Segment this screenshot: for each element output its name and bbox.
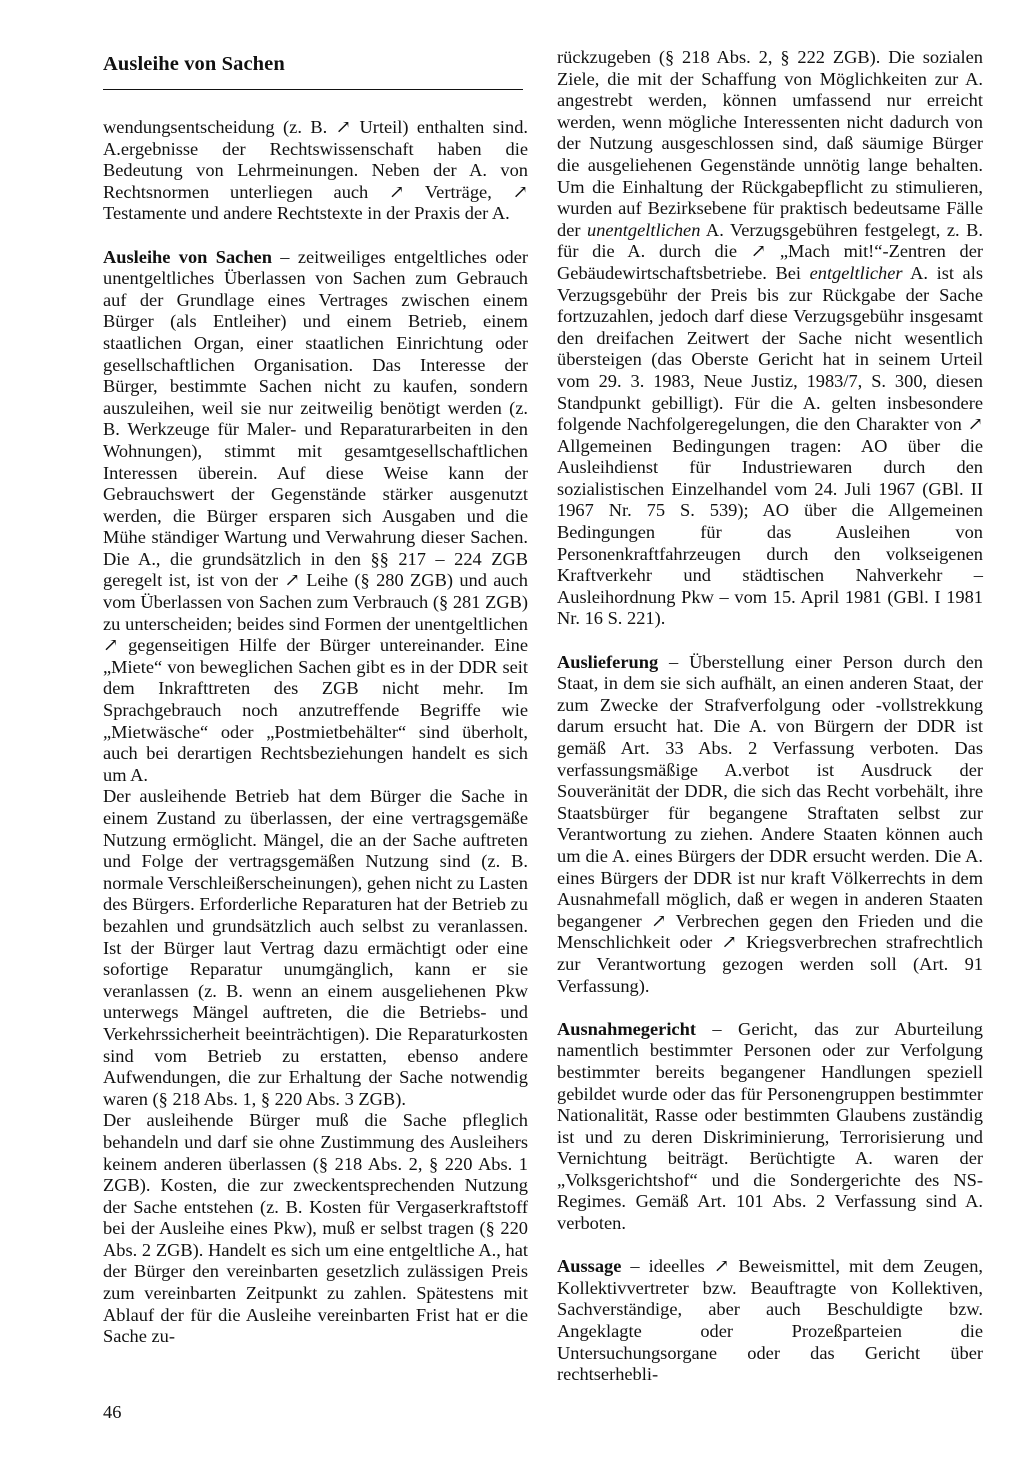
italic-term: entgeltlicher: [809, 262, 903, 283]
entry-text: – Gericht, das zur Aburteilung namentlich bestimmter Personen oder zur Verfolgung bestimmter bereits begangener Handlungen speziell gebildet wurde oder das für Personengruppen bestimmter Nationalität, Rasse oder bestimmten Glaubens zuständig ist und zu deren Diskriminierung, Terrorisierung und Vernichtung beiträgt. Berüchtigte A. waren der „Volksgerichtshof“ und die Sondergerichte des NS-Regimes. Gemäß Art. 101 Abs. 2 Verfassung sind A. verboten.: [557, 1018, 983, 1234]
text-run: rückzugeben (§ 218 Abs. 2, § 222 ZGB). Die sozialen Ziele, die mit der Schaffung von Möglichkeiten zur A. angestrebt werden, können umfassend nur erreicht werden, wenn mögliche Interessenten nicht dadurch von der Nutzung ausgeschlossen sind, daß säumige Bürger die ausgeliehenen Gegenstände unnötig lange behalten. Um die Einhaltung der Rückgabepflicht zu stimulieren, wurden auf Bezirksebene für praktisch bedeutsame Fälle der: [557, 47, 983, 240]
entry-ausnahmegericht: [557, 1019, 983, 1235]
entry-auslieferung: [557, 652, 983, 998]
entry-term: Ausleihe von Sachen: [103, 246, 272, 267]
text-run: A. ist als Verzugsgebühr der Preis bis zur Rückgabe der Sache fortzuzahlen, jedoch darf diese Verzugsgebühr insgesamt den dreifachen Zeitwert der Sache nicht wesentlich übersteigen (das Oberste Gericht hat in seinem Urteil vom 29. 3. 1983, Neue Justiz, 1983/7, S. 300, diesen Standpunkt gebilligt). Für die A. gelten insbesondere folgende Nachfolgeregelungen, die den Charakter von ↗ Allgemeinen Bedingungen tragen: AO über die Ausleihdienst für Industriewaren durch den sozialistischen Einzelhandel vom 24. Juli 1967 (GBl. II 1967 Nr. 75 S. 539); AO über die Allgemeinen Bedingungen für das Ausleihen von Personenkraftfahrzeugen durch den volkseigenen Kraftverkehr und städtischen Nahverkehr – Ausleihordnung Pkw – vom 15. April 1981 (GBl. I 1981 Nr. 16 S. 221).: [557, 262, 983, 629]
header-rule: [103, 89, 523, 90]
entry-term: Aussage: [557, 1256, 622, 1277]
paragraph: Der ausleihende Bürger muß die Sache pfleglich behandeln und darf sie ohne Zustimmung des Ausleihers keinem anderen überlassen (§ 218 Abs. 2, § 220 Abs. 1 ZGB). Kosten, die zur zweckentsprechenden Nutzung der Sache entstehen (z. B. Kosten für Vergaserkraftstoff bei der Ausleihe eines Pkw), muß er selbst tragen (§ 220 Abs. 2 ZGB). Handelt es sich um eine entgeltliche A., hat der Bürger den vereinbarten gesetzlich zulässigen Preis zum vereinbarten Zeitpunkt zu zahlen. Spätestens mit Ablauf der für die Ausleihe vereinbarten Frist hat er die Sache zu-: [103, 1110, 528, 1347]
entry-term: Auslieferung: [557, 651, 659, 672]
entry-aussage: [557, 1256, 983, 1386]
entry-text: – Überstellung einer Person durch den Staat, in dem sie sich aufhält, an einen anderen Staat, der zum Zwecke der Strafverfolgung oder -vollstrekkung darum ersucht hat. Die A. von Bürgern der DDR ist gemäß Art. 33 Abs. 2 Verfassung verboten. Das verfassungsmäßige A.verbot ist Ausdruck der Souveränität der DDR, die sich das Recht vorbehält, ihre Staatsbürger für begangene Straftaten selbst zur Verantwortung zu ziehen. Andere Staaten können auch um die A. eines Bürgers der DDR ersucht werden. Die A. eines Bürgers der DDR ist nur kraft Völkerrechts in dem Ausnahmefall möglich, daß er wegen in anderen Staaten begangener ↗ Verbrechen gegen den Frieden und die Menschlichkeit oder ↗ Kriegsverbrechen strafrechtlich zur Verantwortung gezogen werden soll (Art. 91 Verfassung).: [557, 651, 983, 996]
entry-term: Ausnahmegericht: [557, 1018, 696, 1039]
entry-ausleihe-von-sachen: [103, 247, 528, 787]
left-column: [103, 117, 528, 1348]
italic-term: unentgeltlichen: [587, 219, 701, 240]
paragraph: [557, 47, 983, 630]
entry-text: – ideelles ↗ Beweismittel, mit dem Zeugen, Kollektivvertreter bzw. Beauftragte von Kollektiven, Sachverständige, aber auch Beschuldigte bzw. Angeklagte oder Prozeßparteien die Untersuchungsorgane oder das Gericht über rechtserhebli-: [557, 1256, 983, 1385]
paragraph: Der ausleihende Betrieb hat dem Bürger die Sache in einem Zustand zu überlassen, der eine vertragsgemäße Nutzung ermöglicht. Mängel, die an der Sache auftreten und Folge der vertragsgemäßen Nutzung sind (z. B. normale Verschleißerscheinungen), gehen nicht zu Lasten des Bürgers. Erforderliche Reparaturen hat der Betrieb zu bezahlen und grundsätzlich auch selbst zu veranlassen. Ist der Bürger laut Vertrag dazu ermächtigt oder eine sofortige Reparatur unumgänglich, kann er sie veranlassen (z. B. wenn an einem ausgeliehenen Pkw unterwegs Mängel auftreten, die die Betriebs- und Verkehrssicherheit beeinträchtigen). Die Reparaturkosten sind vom Betrieb zu erstatten, ebenso andere Aufwendungen, die zur Erhaltung der Sache notwendig waren (§ 218 Abs. 1, § 220 Abs. 3 ZGB).: [103, 786, 528, 1109]
page-number: 46: [103, 1402, 122, 1422]
paragraph: wendungsentscheidung (z. B. ↗ Urteil) enthalten sind. A.ergebnisse der Rechtswissenschaft haben die Bedeutung von Lehrmeinungen. Neben der A. von Rechtsnormen unterliegen auch ↗ Verträge, ↗ Testamente und andere Rechtstexte in der Praxis der A.: [103, 117, 528, 224]
running-head: Ausleihe von Sachen: [103, 53, 285, 75]
entry-text: – zeitweiliges entgeltliches oder unentgeltliches Überlassen von Sachen zum Gebrauch auf der Grundlage eines Vertrages zwischen einem Bürger (als Entleiher) und einem Betrieb, einem staatlichen Organ, einer staatlichen Einrichtung oder gesellschaftlichen Organisation. Das Interesse der Bürger, bestimmte Sachen nicht zu kaufen, sondern auszuleihen, weil sie nur zeitweilig benötigt werden (z. B. Werkzeuge für Maler- und Reparaturarbeiten in den Wohnungen), stimmt mit gesamtgesellschaftlichen Interessen überein. Auf diese Weise kann der Gebrauchswert der Gegenstände stärker ausgenutzt werden, die Bürger ersparen sich Ausgaben und die Mühe ständiger Wartung und Verwahrung dieser Sachen. Die A., die grundsätzlich in den §§ 217 – 224 ZGB geregelt ist, ist von der ↗ Leihe (§ 280 ZGB) und auch vom Überlassen von Sachen zum Verbrauch (§ 281 ZGB) zu unterscheiden; beides sind Formen der unentgeltlichen ↗ gegenseitigen Hilfe der Bürger untereinander. Eine „Miete“ von beweglichen Sachen gibt es in der DDR seit dem Inkrafttreten des ZGB nicht mehr. Im Sprachgebrauch noch anzutreffende Begriffe wie „Mietwäsche“ oder „Postmietbehälter“ sind überholt, auch bei derartigen Rechtsbeziehungen handelt es sich um A.: [103, 246, 528, 785]
right-column: [557, 47, 983, 1386]
text-run: A. Verzugsgebühren festgelegt, z. B. für die A. durch die ↗ „Mach mit!“-Zentren der Gebäudewirtschaftsbetriebe. Bei: [557, 219, 983, 283]
